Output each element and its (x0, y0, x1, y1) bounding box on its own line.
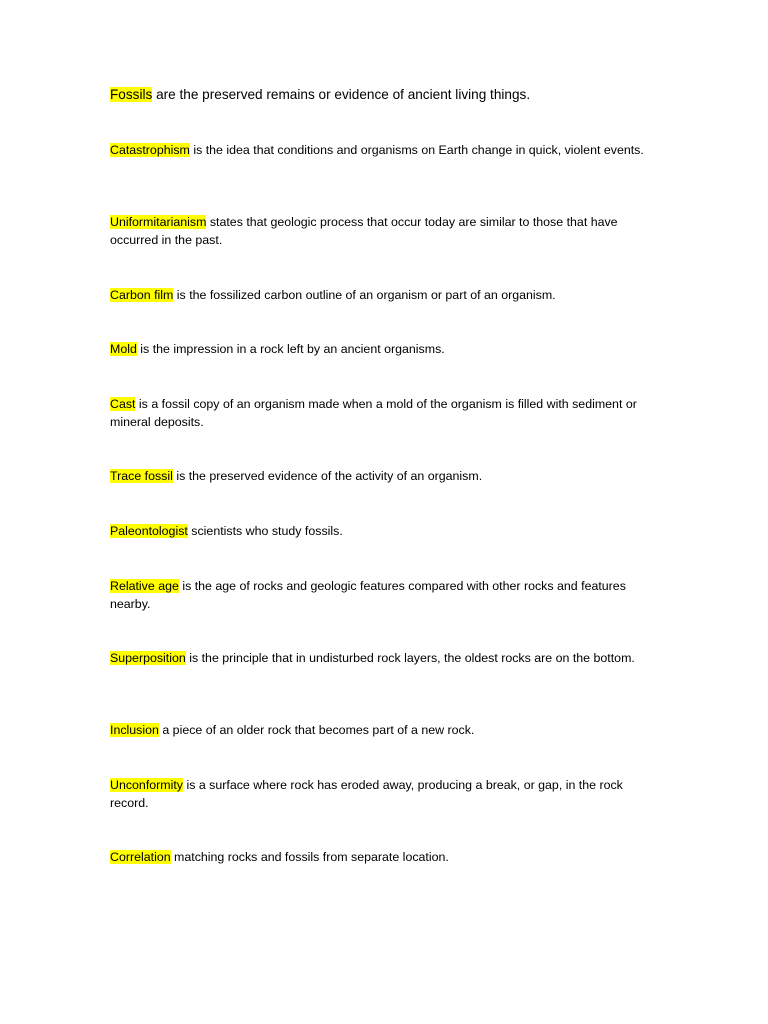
term-definition: is a surface where rock has eroded away, producing a break, or gap, in the rock record. (110, 778, 623, 810)
glossary-entry-fossils (110, 86, 660, 104)
term-definition: is the principle that in undisturbed rock layers, the oldest rocks are on the bottom. (185, 651, 635, 665)
glossary-entry-inclusion (110, 722, 660, 740)
term-definition: is the impression in a rock left by an ancient organisms. (136, 342, 445, 356)
term-definition: states that geologic process that occur today are similar to those that have occurred in the past. (110, 215, 618, 247)
term-highlight: Trace fossil (110, 469, 173, 483)
term-definition: is the age of rocks and geologic features compared with other rocks and features nearby. (110, 579, 626, 611)
term-highlight: Mold (110, 342, 137, 356)
term-highlight: Inclusion (110, 723, 159, 737)
term-highlight: Fossils (110, 87, 153, 102)
term-highlight: Relative age (110, 579, 179, 593)
glossary-entry-cast (110, 396, 660, 431)
glossary-entry-superposition (110, 650, 660, 668)
term-highlight: Carbon film (110, 288, 174, 302)
glossary-entry-trace-fossil (110, 468, 660, 486)
term-highlight: Unconformity (110, 778, 183, 792)
term-highlight: Uniformitarianism (110, 215, 207, 229)
glossary-entry-correlation (110, 849, 660, 867)
term-definition: matching rocks and fossils from separate location. (170, 850, 449, 864)
term-highlight: Correlation (110, 850, 171, 864)
glossary-entry-unconformity (110, 777, 660, 812)
glossary-entry-catastrophism (110, 142, 660, 160)
term-definition: is the idea that conditions and organisms on Earth change in quick, violent events. (189, 143, 644, 157)
term-highlight: Paleontologist (110, 524, 188, 538)
term-definition: is a fossil copy of an organism made when a mold of the organism is filled with sediment or mineral deposits. (110, 397, 637, 429)
glossary-entry-carbon-film (110, 287, 660, 305)
glossary-entry-uniformitarianism (110, 214, 660, 249)
term-definition: are the preserved remains or evidence of ancient living things. (152, 87, 531, 102)
glossary-entry-relative-age (110, 578, 660, 613)
glossary-entry-paleontologist (110, 523, 660, 541)
term-definition: a piece of an older rock that becomes part of a new rock. (158, 723, 475, 737)
term-highlight: Catastrophism (110, 143, 190, 157)
glossary-entry-mold (110, 341, 660, 359)
term-highlight: Cast (110, 397, 136, 411)
term-highlight: Superposition (110, 651, 186, 665)
term-definition: is the fossilized carbon outline of an organism or part of an organism. (173, 288, 556, 302)
term-definition: is the preserved evidence of the activity of an organism. (172, 469, 483, 483)
term-definition: scientists who study fossils. (187, 524, 343, 538)
